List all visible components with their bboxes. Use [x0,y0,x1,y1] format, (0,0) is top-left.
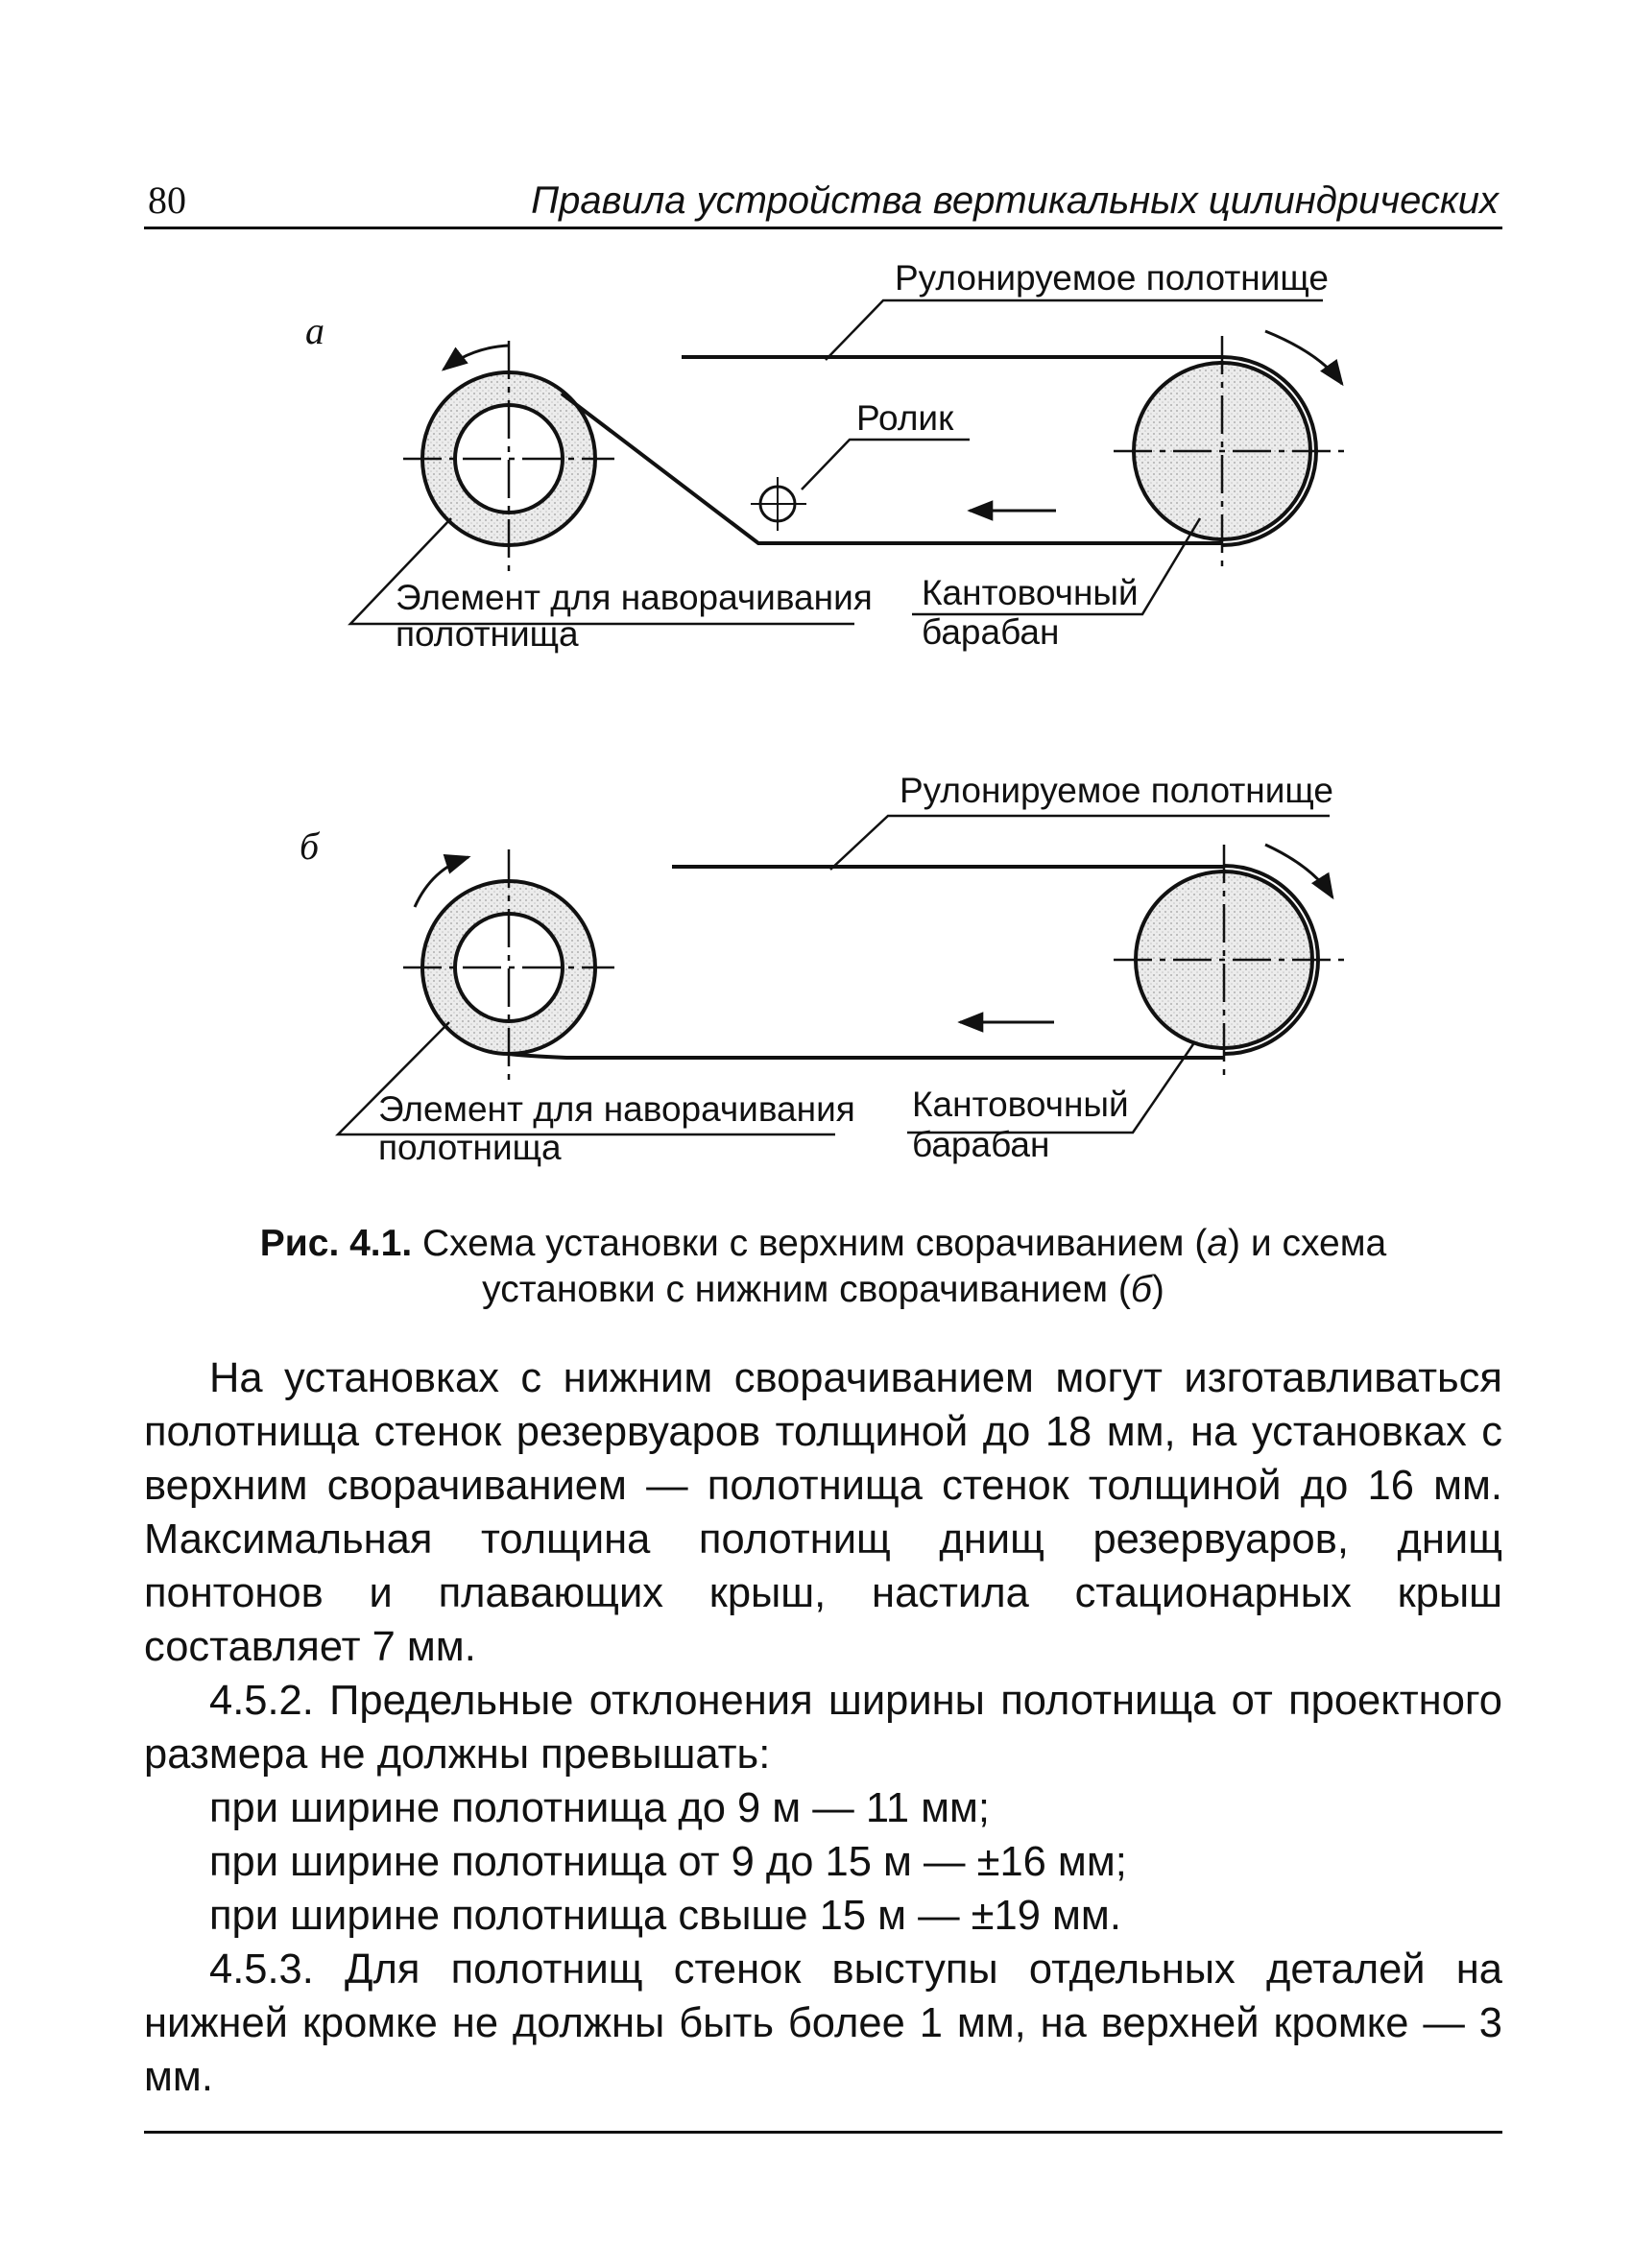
label-turning-drum-a-line2: барабан [922,612,1060,652]
label-rolled-sheet-a: Рулонируемое полотнище [895,258,1329,298]
caption-text: установки с нижним сворачиванием ( [482,1269,1131,1310]
running-title: Правила устройства вертикальных цилиндрических [531,179,1499,222]
caption-panel-ref-b: б [1130,1269,1152,1310]
turning-drum-a [1114,336,1344,566]
label-turning-drum-b-line2: барабан [912,1125,1050,1164]
panel-a-letter: а [305,309,324,352]
caption-text: ) и схема [1228,1223,1387,1264]
body-text [144,1351,1502,2104]
footer-rule [144,2131,1502,2134]
caption-line-2 [144,1267,1502,1313]
figure-caption [144,1221,1502,1313]
diagram-panel-a [305,300,1344,624]
rotation-arrow-left-a [444,346,509,370]
label-winding-element-b-line1: Элемент для наворачивания [378,1089,855,1129]
label-winding-element-b-line2: полотнища [378,1128,562,1167]
rolled-sheet-path-b [509,1054,1224,1058]
page-number: 80 [148,179,186,222]
label-turning-drum-a-line1: Кантовочный [922,573,1139,612]
label-winding-element-a-line1: Элемент для наворачивания [396,578,873,617]
turning-drum-b [1114,845,1344,1075]
panel-b-letter: б [300,824,320,868]
paragraph: На установках с нижним сворачиванием могут изготавливаться полотнища стенок резервуаров толщиной до 18 мм, на установках с верхним сворачиванием — полотнища стенок толщиной до 16 мм. Максимальная толщина полотнищ днищ резервуаров, днищ понтонов и плавающих крыш, настила стационарных крыш составляет 7 мм. [144,1355,1502,1670]
winding-element-a [403,341,614,576]
list-item: при ширине полотнища от 9 до 15 м — ±16 мм; [209,1839,1127,1885]
winding-element-b [403,849,614,1085]
caption-text: Схема установки с верхним сворачиванием ( [412,1223,1208,1264]
caption-line-1 [144,1221,1502,1267]
caption-text: ) [1151,1269,1164,1310]
list-item: при ширине полотнища до 9 м — 11 мм; [209,1785,990,1831]
roller-icon [751,477,806,531]
label-roller: Ролик [856,398,954,438]
list-item: при ширине полотнища свыше 15 м — ±19 мм. [209,1893,1121,1939]
paragraph: 4.5.3. Для полотнищ стенок выступы отдельных деталей на нижней кромке не должны быть более 1 мм, на верхней кромке — 3 мм. [144,1946,1502,2100]
caption-label: Рис. 4.1. [259,1223,413,1264]
caption-panel-ref-a: а [1207,1223,1229,1264]
label-winding-element-a-line2: полотнища [396,614,579,654]
diagram-panel-b [300,816,1344,1134]
paragraph: 4.5.2. Предельные отклонения ширины полотнища от проектного размера не должны превышать: [144,1678,1502,1778]
label-turning-drum-b-line1: Кантовочный [912,1085,1129,1124]
label-rolled-sheet-b: Рулонируемое полотнище [900,771,1333,810]
